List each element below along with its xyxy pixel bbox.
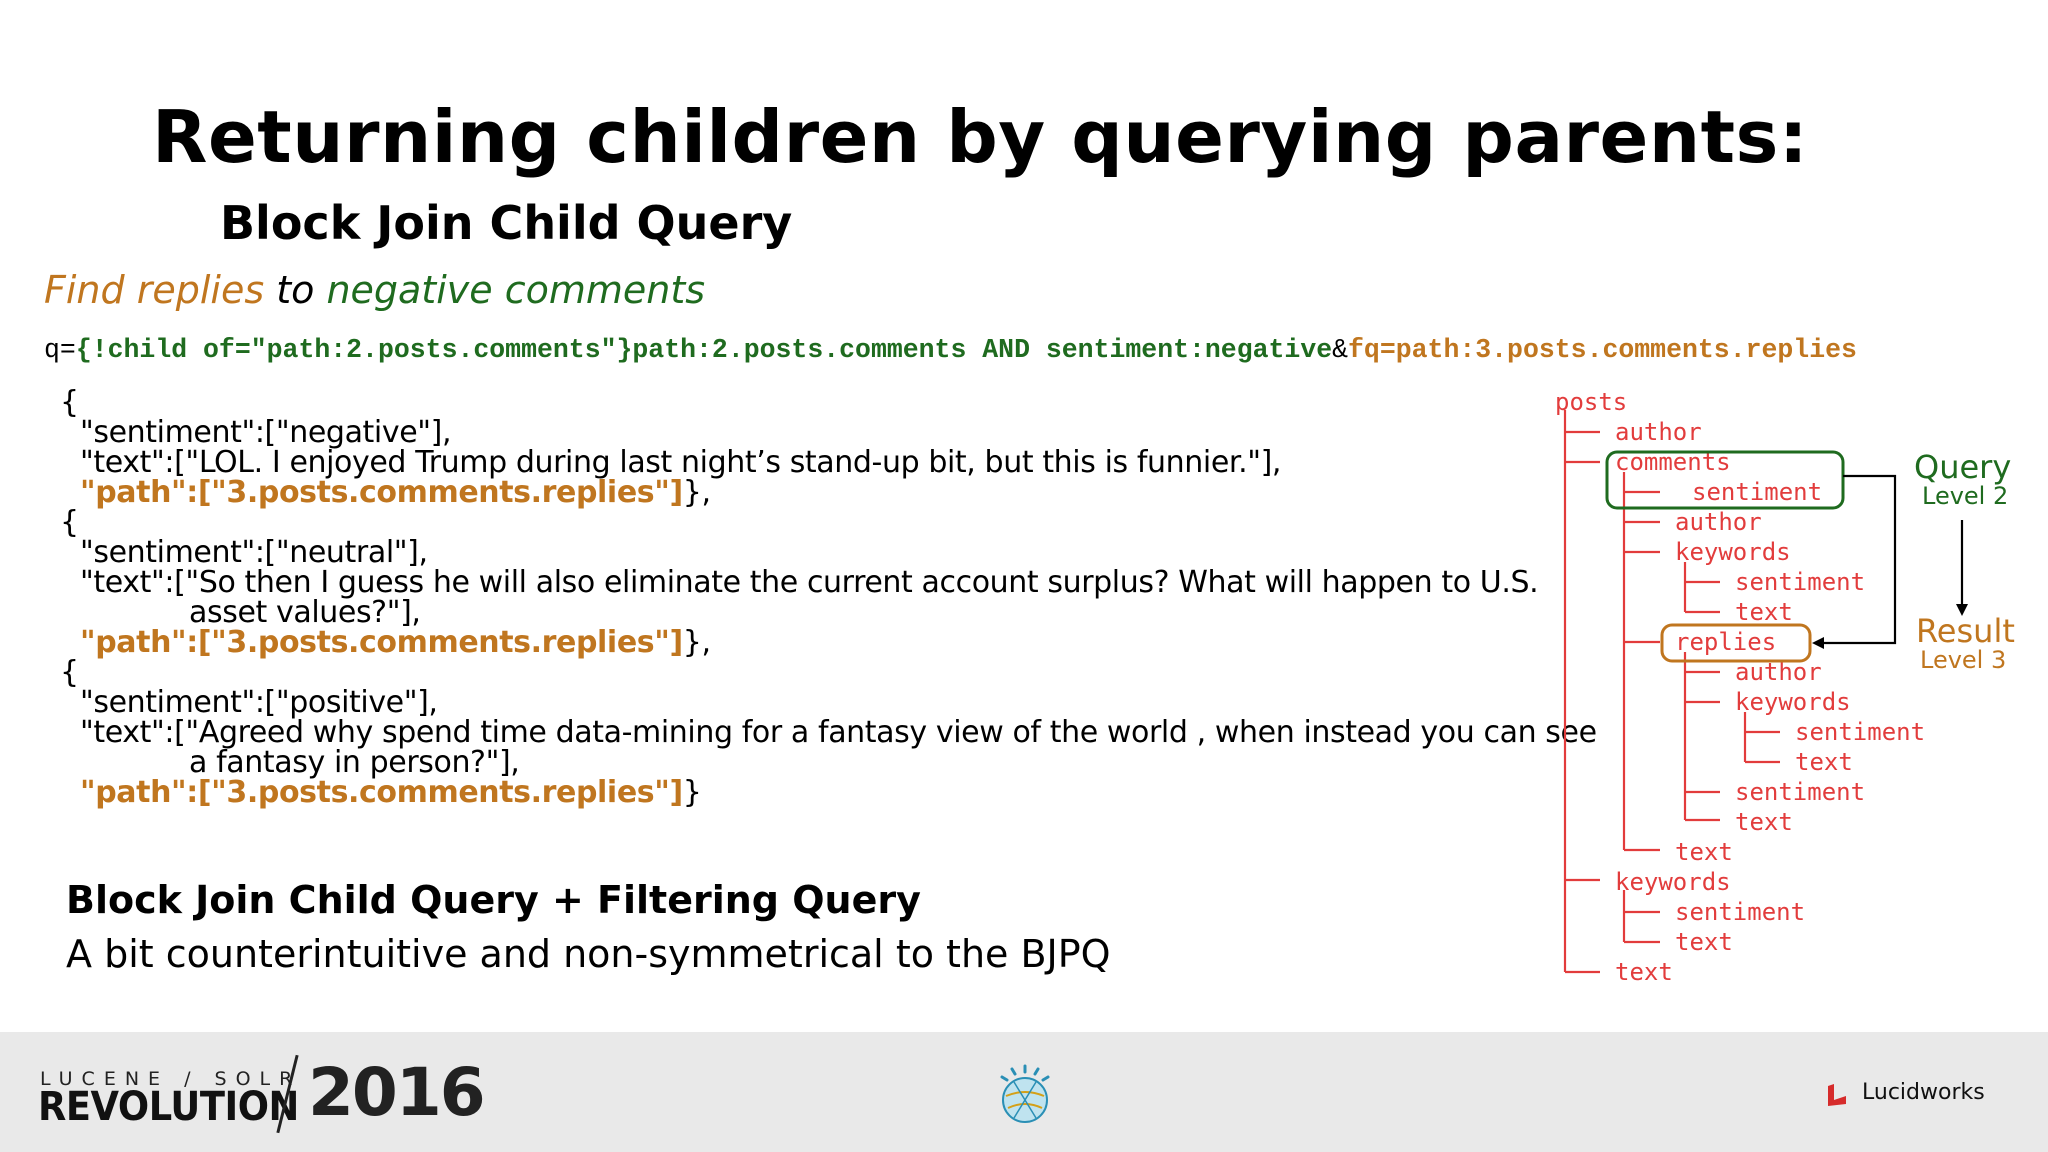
tree-node: comments bbox=[1615, 448, 1731, 476]
result-close: }, bbox=[682, 625, 711, 660]
result-path-line bbox=[60, 625, 1597, 660]
query-fq: fq=path:3.posts.comments.replies bbox=[1348, 335, 1857, 365]
result-sentiment: "sentiment":["positive"], bbox=[80, 685, 438, 720]
find-line bbox=[44, 268, 705, 312]
query-amp: & bbox=[1332, 335, 1349, 365]
result-open: { bbox=[60, 505, 79, 540]
query-label: Query bbox=[1914, 448, 2012, 486]
result-open: { bbox=[60, 385, 79, 420]
arrowhead-icon bbox=[1812, 637, 1824, 649]
tree-node: author bbox=[1675, 508, 1762, 536]
tree-node: text bbox=[1735, 808, 1793, 836]
result-text: "text":["LOL. I enjoyed Trump during last night’s stand-up bit, but this is funnier."], bbox=[80, 445, 1282, 480]
tree-node: text bbox=[1675, 838, 1733, 866]
tree-node: sentiment bbox=[1795, 718, 1926, 746]
lucidworks-logo-icon bbox=[1826, 1082, 1848, 1108]
slide-title: Returning children by querying parents: bbox=[152, 95, 1809, 179]
result-text-continued: asset values?"], bbox=[189, 595, 421, 630]
result-label: Result bbox=[1916, 612, 2015, 650]
result-text-continued: a fantasy in person?"], bbox=[189, 745, 520, 780]
globe-logo-icon bbox=[990, 1060, 1060, 1130]
query-to-result-connector bbox=[1820, 476, 1895, 643]
summary-text: A bit counterintuitive and non-symmetrical to the BJPQ bbox=[66, 932, 1111, 976]
lucene-solr-text: LUCENE / SOLR bbox=[40, 1068, 302, 1090]
result-path: "path":["3.posts.comments.replies"] bbox=[80, 625, 683, 660]
tree-node: sentiment bbox=[1735, 568, 1866, 596]
query-line bbox=[44, 335, 1857, 365]
revolution-text: REVOLUTION bbox=[38, 1084, 299, 1130]
find-part-replies: Find replies bbox=[44, 268, 265, 312]
result-path: "path":["3.posts.comments.replies"] bbox=[80, 775, 683, 810]
find-part-to: to bbox=[264, 268, 327, 312]
tree-node: sentiment bbox=[1675, 898, 1806, 926]
tree-node: keywords bbox=[1735, 688, 1851, 716]
result-sentiment: "sentiment":["neutral"], bbox=[80, 535, 428, 570]
query-main: path:2.posts.comments AND sentiment:negative bbox=[632, 335, 1333, 365]
query-prefix: q= bbox=[44, 335, 76, 365]
result-close: } bbox=[682, 775, 702, 810]
year-text: 2016 bbox=[308, 1054, 484, 1131]
result-text: "text":["Agreed why spend time data-mining for a fantasy view of the world , when instead you can see bbox=[80, 715, 1597, 750]
tree-node: keywords bbox=[1615, 868, 1731, 896]
result-level-label: Level 3 bbox=[1920, 646, 2007, 674]
result-sentiment: "sentiment":["negative"], bbox=[80, 415, 452, 450]
tree-node: sentiment bbox=[1692, 478, 1823, 506]
query-local-params: {!child of="path:2.posts.comments"} bbox=[75, 335, 633, 365]
tree-node: text bbox=[1795, 748, 1853, 776]
tree-node: author bbox=[1615, 418, 1702, 446]
result-path: "path":["3.posts.comments.replies"] bbox=[80, 475, 683, 510]
tree-node: replies bbox=[1675, 628, 1777, 656]
result-path-line bbox=[60, 475, 1597, 510]
result-open: { bbox=[60, 655, 79, 690]
find-part-negative-comments: negative comments bbox=[326, 268, 706, 312]
tree-node: author bbox=[1735, 658, 1822, 686]
result-text: "text":["So then I guess he will also eliminate the current account surplus? What will happen to U.S. bbox=[80, 565, 1539, 600]
lucidworks-brand: Lucidworks bbox=[1862, 1080, 1985, 1105]
tree-node: text bbox=[1675, 928, 1733, 956]
result-close: }, bbox=[682, 475, 711, 510]
tree-node: text bbox=[1615, 958, 1673, 986]
result-path-line bbox=[60, 775, 1597, 810]
results-json bbox=[60, 385, 1597, 810]
slide-subtitle: Block Join Child Query bbox=[220, 196, 793, 250]
tree-node: keywords bbox=[1675, 538, 1791, 566]
summary-title: Block Join Child Query + Filtering Query bbox=[66, 878, 921, 922]
query-level-label: Level 2 bbox=[1922, 482, 2009, 510]
tree-node: sentiment bbox=[1735, 778, 1866, 806]
tree-node: text bbox=[1735, 598, 1793, 626]
tree-node: posts bbox=[1555, 388, 1628, 416]
